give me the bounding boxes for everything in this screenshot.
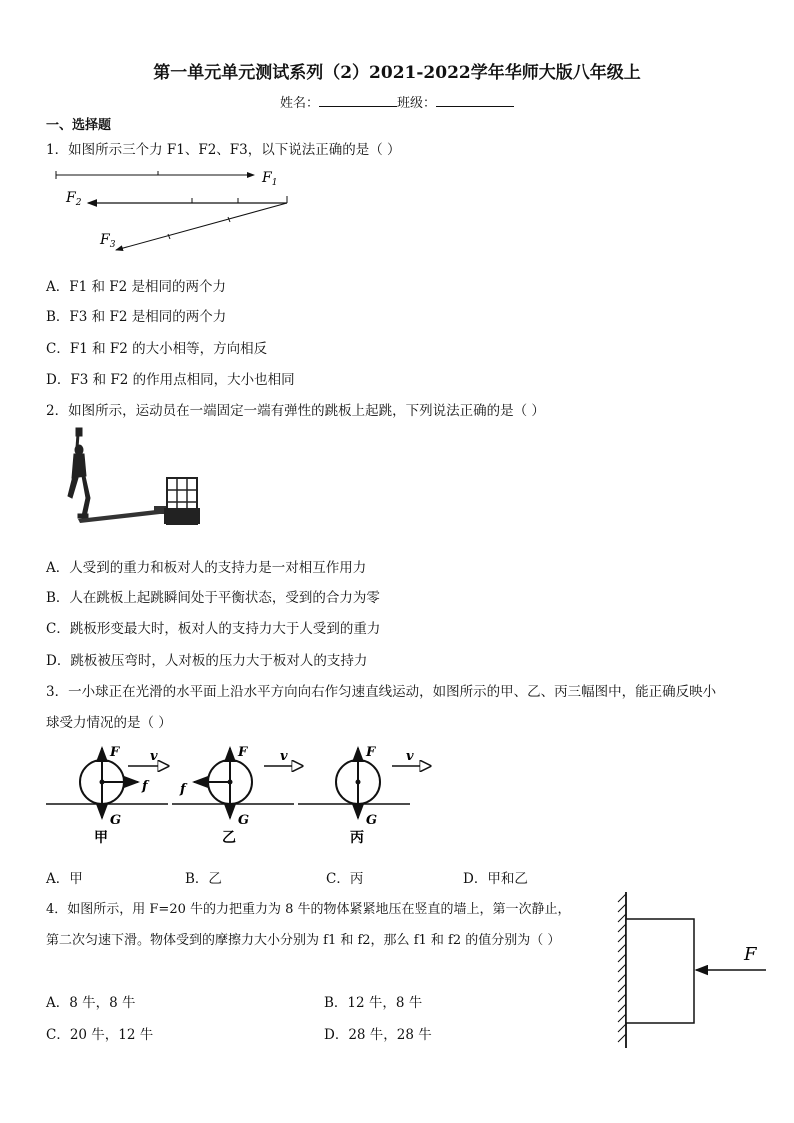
svg-text:v: v [150, 749, 158, 764]
label-jia: 甲 [94, 830, 108, 846]
q1-option-c: C．F1 和 F2 的大小相等，方向相反 [46, 341, 268, 357]
label-bing: 丙 [350, 830, 364, 846]
diver-silhouette [68, 428, 90, 518]
name-label: 姓名： [279, 96, 319, 111]
name-blank [319, 94, 397, 107]
q1-option-d: D．F3 和 F2 的作用点相同，大小也相同 [46, 372, 295, 388]
q4-option-b: B．12 牛，8 牛 [324, 995, 423, 1011]
question-3-stem-line-1: 3．一小球正在光滑的水平面上沿水平方向向右作匀速直线运动，如图所示的甲、乙、丙三幅图中，能正确反映小 [46, 684, 717, 700]
page-title: 第一单元单元测试系列（2）2021-2022学年华师大版八年级上 [153, 63, 641, 83]
student-info-line [0, 92, 794, 111]
diagram-jia [46, 745, 168, 846]
svg-text:f: f [180, 782, 186, 797]
block [626, 919, 694, 1023]
q2-option-c: C．跳板形变最大时，板对人的支持力大于人受到的重力 [46, 621, 381, 637]
force-vectors-figure [50, 160, 310, 252]
diagram-yi [172, 745, 302, 846]
wall-block-figure [610, 888, 778, 1054]
class-label: 班级： [397, 96, 437, 111]
svg-text:F: F [110, 745, 120, 760]
f3-label: $F_3$ [100, 232, 116, 250]
f3-arrow [116, 203, 287, 250]
q2-option-d: D．跳板被压弯时，人对板的压力大于板对人的支持力 [46, 653, 368, 669]
section-title: 一、选择题 [46, 118, 112, 133]
class-blank [436, 94, 514, 107]
diving-board [78, 506, 174, 523]
q4-option-c: C．20 牛，12 牛 [46, 1027, 154, 1043]
f1-arrow [56, 171, 254, 179]
question-3-stem-line-2: 球受力情况的是（ ） [46, 715, 172, 731]
f2-label: $F_2$ [66, 190, 82, 208]
question-1-stem: 1．如图所示三个力 F1、F2、F3，以下说法正确的是（ ） [46, 142, 401, 158]
q2-option-a: A．人受到的重力和板对人的支持力是一对相互作用力 [46, 560, 367, 576]
q2-option-b: B．人在跳板上起跳瞬间处于平衡状态，受到的合力为零 [46, 590, 380, 606]
diving-board-figure [60, 426, 210, 526]
svg-text:v: v [280, 749, 288, 764]
svg-text:G: G [238, 813, 250, 828]
question-4-stem-line-2: 第二次匀速下滑。物体受到的摩擦力大小分别为 f1 和 f2，那么 f1 和 f2 的值分别为（ ） [46, 933, 561, 948]
svg-text:G: G [110, 813, 122, 828]
board-stand [164, 478, 200, 524]
label-yi: 乙 [222, 830, 236, 846]
svg-text:G: G [366, 813, 378, 828]
f1-label: $F_1$ [262, 170, 278, 188]
question-4-stem-line-1: 4．如图所示，用 F=20 牛的力把重力为 8 牛的物体紧紧地压在竖直的墙上，第一次静止， [46, 902, 571, 917]
diagram-bing [298, 745, 430, 846]
q3-option-c: C．丙 [326, 871, 364, 887]
svg-text:F: F [366, 745, 376, 760]
question-2-stem: 2．如图所示，运动员在一端固定一端有弹性的跳板上起跳，下列说法正确的是（ ） [46, 403, 545, 419]
svg-text:v: v [406, 749, 414, 764]
q3-option-d: D．甲和乙 [463, 871, 528, 887]
svg-text:f: f [142, 779, 148, 794]
f2-arrow [88, 196, 287, 203]
ball-forces-figure [44, 738, 444, 850]
wall [618, 892, 626, 1048]
q1-option-a: A．F1 和 F2 是相同的两个力 [46, 279, 227, 295]
svg-text:F: F [238, 745, 248, 760]
q1-option-b: B．F3 和 F2 是相同的两个力 [46, 309, 227, 325]
q3-option-b: B．乙 [185, 871, 222, 887]
q4-option-a: A．8 牛，8 牛 [46, 995, 136, 1011]
force-label: F [744, 944, 757, 965]
q4-option-d: D．28 牛，28 牛 [324, 1027, 432, 1043]
q3-option-a: A．甲 [46, 871, 83, 887]
